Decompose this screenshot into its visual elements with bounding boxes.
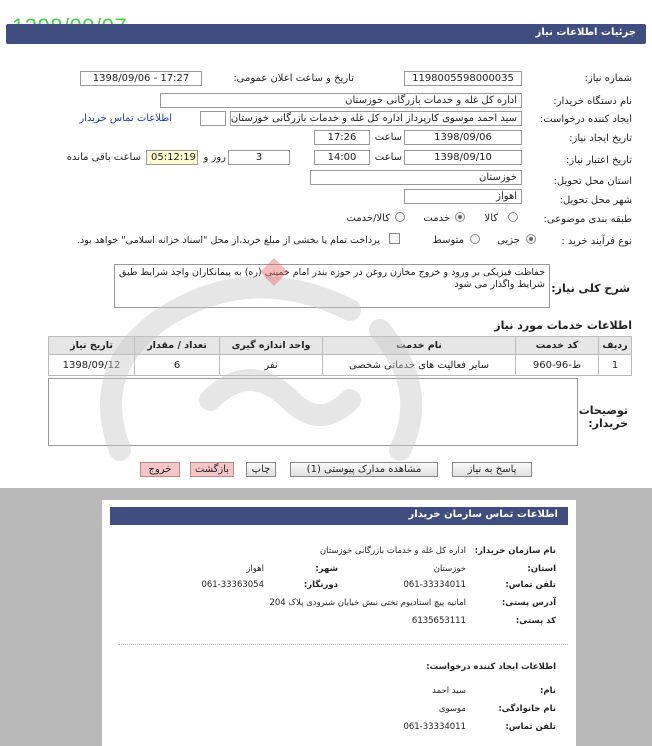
remaining-label: ساعت باقی مانده — [66, 152, 141, 163]
city-label-2: شهر: — [315, 564, 338, 574]
creator-phone-label: تلفن تماس: — [505, 722, 556, 732]
reply-button[interactable]: پاسخ به نیاز — [452, 462, 532, 477]
notes-textarea — [48, 378, 578, 446]
family-label: نام خانوادگی: — [498, 704, 556, 714]
services-table — [48, 336, 632, 376]
table-row — [49, 355, 632, 376]
cell-name: سایر فعالیت های خدماتی شخصی — [323, 355, 516, 376]
need-number-field: 1198005598000035 — [404, 71, 522, 86]
created-time-label: ساعت — [374, 132, 402, 143]
province-label: استان محل تحویل: — [553, 176, 632, 187]
city-field: اهواز — [404, 189, 522, 204]
services-header-row — [49, 337, 632, 355]
page-header — [6, 24, 646, 44]
valid-date-field: 1398/09/10 — [404, 150, 522, 165]
category-label: طبقه بندی موضوعی: — [543, 214, 632, 225]
announce-label: تاریخ و ساعت اعلان عمومی: — [233, 73, 354, 84]
exit-button[interactable]: خروج — [140, 462, 180, 477]
col-name: نام خدمت — [323, 337, 516, 355]
need-number-label: شماره نیاز: — [584, 73, 632, 84]
back-button[interactable]: بازگشت — [190, 462, 234, 477]
remaining-time-field: 05:12:19 — [146, 150, 198, 165]
services-title: اطلاعات خدمات مورد نیاز — [494, 319, 632, 332]
page-title: جزئیات اطلاعات نیاز — [535, 27, 636, 38]
days-label: روز و — [203, 152, 226, 163]
print-button[interactable]: چاپ — [246, 462, 276, 477]
province-label-2: استان: — [527, 564, 556, 574]
contact-panel-header — [110, 507, 568, 525]
days-field: 3 — [228, 150, 290, 165]
address-label: آدرس پستی: — [501, 598, 556, 608]
valid-date-label: تاریخ اعتبار نیاز: — [566, 155, 632, 166]
phone-label: تلفن تماس: — [505, 580, 556, 590]
fax-value: 061-33363054 — [201, 580, 264, 590]
creator-field-end — [200, 111, 226, 126]
created-time-field: 17:26 — [314, 130, 370, 145]
col-date: تاریخ نیاز — [49, 337, 135, 355]
category-goods-radio[interactable] — [508, 212, 518, 222]
notes-label: توضیحات خریدار: — [578, 404, 628, 430]
col-unit: واحد اندازه گیری — [220, 337, 323, 355]
family-value: موسوی — [438, 704, 466, 714]
buyer-contact-link[interactable]: اطلاعات تماس خریدار — [79, 113, 172, 124]
cell-unit: نفر — [220, 355, 323, 376]
buyer-field: اداره کل غله و خدمات بازرگانی خوزستان — [160, 93, 522, 108]
province-value-2: خوزستان — [433, 564, 466, 574]
cell-row: 1 — [599, 355, 632, 376]
valid-time-label: ساعت — [374, 152, 402, 163]
category-both-radio[interactable] — [395, 212, 405, 222]
col-qty: تعداد / مقدار — [135, 337, 220, 355]
city-value-2: اهواز — [246, 564, 264, 574]
category-both-label: کالا/خدمت — [346, 213, 390, 224]
col-code: کد خدمت — [516, 337, 599, 355]
col-row: ردیف — [599, 337, 632, 355]
description-label: شرح کلی نیاز: — [551, 282, 630, 295]
postal-label: کد پستی: — [515, 616, 556, 626]
address-value: امانیه پیچ استادیوم تختی نبش خیابان شیرودی پلاک 204 — [269, 598, 466, 608]
fax-label: دورنگار: — [303, 580, 338, 590]
attachments-button[interactable]: مشاهده مدارک پیوستی (1) — [290, 462, 438, 477]
valid-time-field: 14:00 — [314, 150, 370, 165]
treasury-note: پرداخت تمام یا بخشی از مبلغ خرید،از محل "اسناد خزانه اسلامی" خواهد بود. — [77, 235, 380, 246]
purchase-minor-label: جزیی — [497, 235, 520, 246]
creator-field: سید احمد موسوی کارپرداز اداره کل غله و خدمات بازرگانی خوزستان — [230, 111, 522, 126]
purchase-medium-label: متوسط — [432, 235, 464, 246]
treasury-checkbox[interactable] — [389, 233, 400, 244]
created-date-label: تاریخ ایجاد نیاز: — [569, 133, 632, 144]
province-field: خوزستان — [310, 170, 522, 185]
phone-value: 061-33334011 — [403, 580, 466, 590]
cell-date: 1398/09/12 — [49, 355, 135, 376]
category-service-label: خدمت — [423, 213, 450, 224]
category-service-radio[interactable] — [455, 212, 465, 222]
panel-divider — [118, 644, 568, 645]
created-date-field: 1398/09/06 — [404, 130, 522, 145]
announce-field: 1398/09/06 - 17:27 — [80, 71, 202, 86]
purchase-medium-radio[interactable] — [470, 234, 480, 244]
city-label: شهر محل تحویل: — [559, 195, 632, 206]
description-textarea: حفاظت فیزیکی بر ورود و خروج مخازن روغن در حوزه بندر امام خمینی (ره) به پیمانکاران واجد شرایط طبق شرایط واگذار می شود — [114, 264, 550, 308]
org-value: اداره کل غله و خدمات بازرگانی خوزستان — [319, 546, 466, 556]
org-label: نام سازمان خریدار: — [474, 546, 556, 556]
purchase-type-label: نوع فرآیند خرید : — [561, 236, 632, 247]
purchase-minor-radio[interactable] — [526, 234, 536, 244]
name-label: نام: — [539, 686, 556, 696]
category-goods-label: کالا — [484, 213, 498, 224]
cell-qty: 6 — [135, 355, 220, 376]
buyer-label: نام دستگاه خریدار: — [553, 96, 632, 107]
postal-value: 6135653111 — [411, 616, 466, 626]
creator-label: ایجاد کننده درخواست: — [539, 114, 632, 125]
creator-info-title: اطلاعات ایجاد کننده درخواست: — [426, 662, 556, 672]
creator-phone-value: 061-33334011 — [403, 722, 466, 732]
cell-code: ط-96-960 — [516, 355, 599, 376]
contact-panel-title: اطلاعات تماس سازمان خریدار — [408, 509, 558, 520]
name-value: سید احمد — [432, 686, 466, 696]
